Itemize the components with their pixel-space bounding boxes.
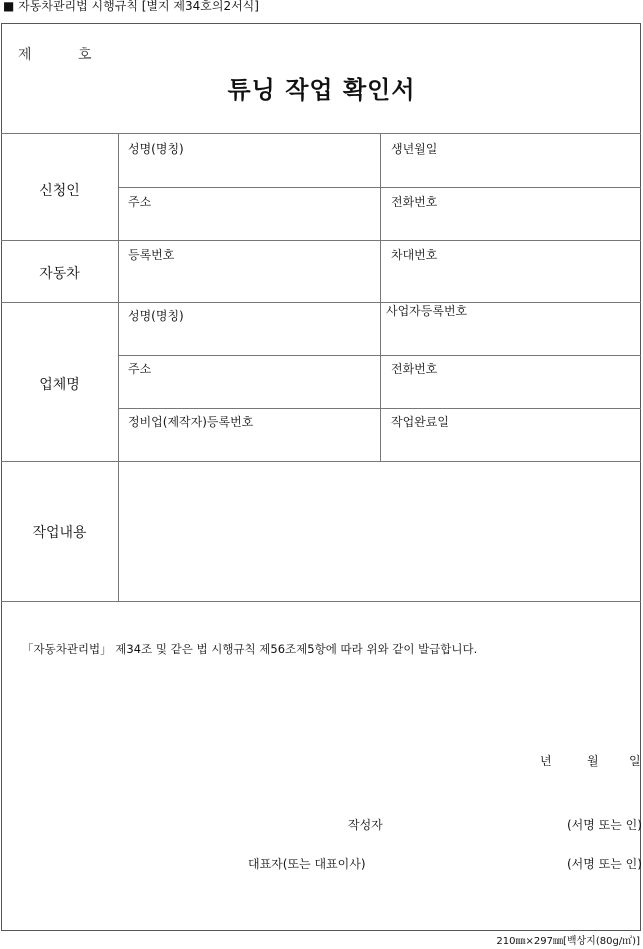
form-reference <box>3 0 259 13</box>
company-address-field: 주소 <box>128 362 152 376</box>
vehicle-chassis-field: 차대번호 <box>391 248 438 262</box>
section-applicant: 신청인 <box>39 183 80 199</box>
square-bullet-icon: ■ <box>3 0 15 13</box>
section-work: 작업내용 <box>32 525 87 541</box>
section-company: 업체명 <box>39 377 80 393</box>
representative-signature-field: (서명 또는 인) <box>567 857 642 871</box>
vehicle-reg-field: 등록번호 <box>128 248 175 262</box>
number-label-suffix: 호 <box>78 47 92 63</box>
divider-work <box>1 601 641 602</box>
company-phone-field: 전화번호 <box>391 362 438 376</box>
company-done-field: 작업완료일 <box>391 415 449 429</box>
divider-title <box>1 133 641 134</box>
date-year-label: 년 <box>540 754 552 768</box>
number-label-prefix: 제 <box>18 47 32 63</box>
issuance-statement: 「자동차관리법」 제34조 및 같은 법 시행규칙 제56조제5항에 따라 위와 같이 발급합니다. <box>22 642 478 656</box>
form-reference-text: 자동차관리법 시행규칙 [별지 제34호의2서식] <box>18 0 259 13</box>
representative-label: 대표자(또는 대표이사) <box>248 857 366 871</box>
author-label: 작성자 <box>348 818 383 832</box>
company-biz-field: 사업자등록번호 <box>386 304 468 318</box>
divider-mid-column-upper <box>380 133 381 302</box>
date-month-label: 월 <box>587 754 599 768</box>
section-vehicle: 자동차 <box>39 266 80 282</box>
applicant-name-field: 성명(명칭) <box>128 142 184 156</box>
company-name-field: 성명(명칭) <box>128 309 184 323</box>
company-maint-field: 정비업(제작자)등록번호 <box>128 415 254 429</box>
applicant-address-field: 주소 <box>128 195 152 209</box>
work-content-area <box>119 462 640 601</box>
author-signature-field: (서명 또는 인) <box>567 818 642 832</box>
document-title: 튜닝 작업 확인서 <box>227 76 416 104</box>
divider-applicant <box>1 240 641 241</box>
divider-vehicle <box>1 302 641 303</box>
date-day-label: 일 <box>629 754 641 768</box>
divider-mid-column-lower <box>380 302 381 461</box>
applicant-phone-field: 전화번호 <box>391 195 438 209</box>
paper-spec: 210㎜×297㎜[백상지(80g/㎡)] <box>496 936 640 947</box>
applicant-birth-field: 생년월일 <box>391 142 438 156</box>
